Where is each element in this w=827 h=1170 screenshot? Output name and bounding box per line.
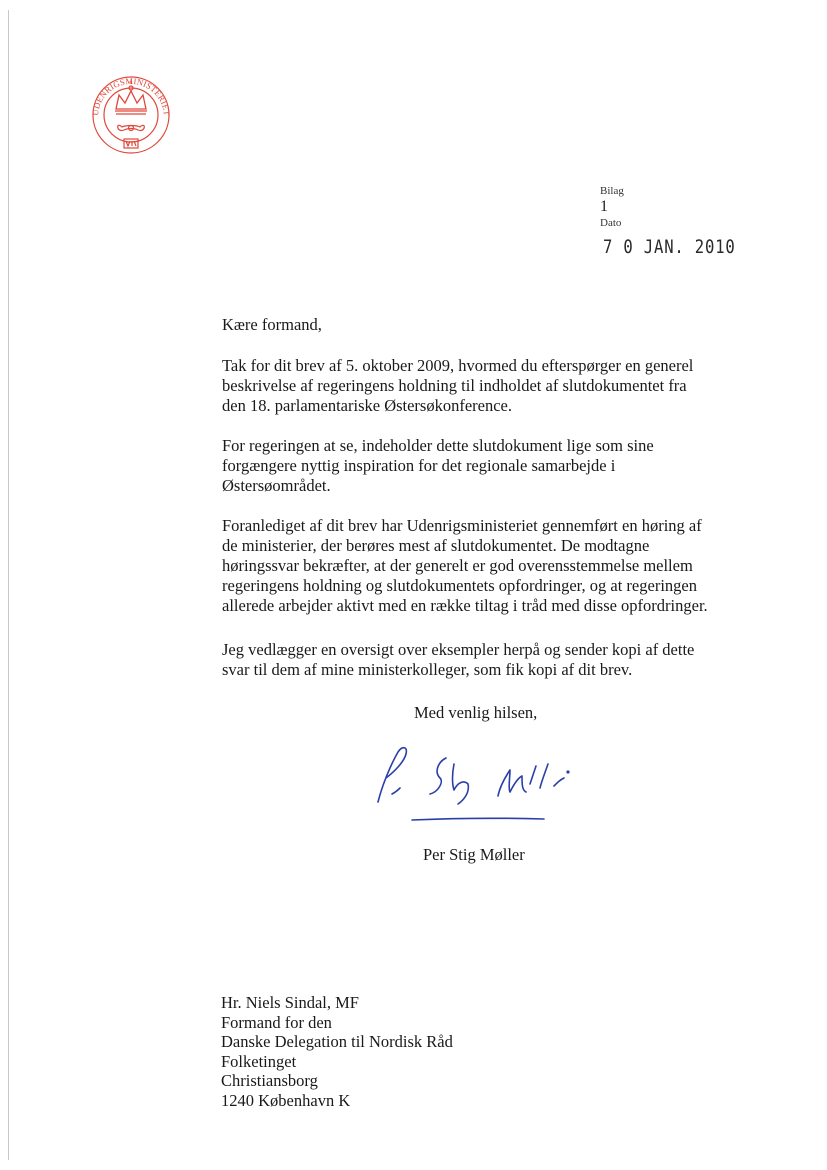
closing: Med venlig hilsen, [414, 703, 538, 722]
document-meta [600, 184, 624, 230]
greeting: Kære formand, [222, 315, 322, 334]
address-line: Folketinget [221, 1051, 297, 1071]
address-line: 1240 København K [221, 1090, 351, 1110]
paragraph-line: Østersøområdet. [222, 476, 331, 495]
paragraph-line: forgængere nyttig inspiration for det regionale samarbejde i [222, 456, 616, 475]
bilag-value: 1 [600, 198, 608, 215]
svg-text:UDENRIGSMINISTERIET: UDENRIGSMINISTERIET [89, 75, 173, 117]
paragraph-line: regeringens holdning og slutdokumentets opfordringer, og at regeringen [222, 576, 697, 595]
paragraph-line: Tak for dit brev af 5. oktober 2009, hvormed du efterspørger en generel [222, 356, 694, 375]
signer-name: Per Stig Møller [423, 845, 525, 864]
recipient-address [221, 993, 453, 1110]
paragraph-line: For regeringen at se, indeholder dette slutdokument lige som sine [222, 436, 654, 455]
paragraph-3 [222, 516, 742, 616]
address-line: Formand for den [221, 1012, 332, 1032]
paragraph-line: Foranlediget af dit brev har Udenrigsministeriet gennemført en høring af [222, 516, 702, 535]
page-edge [8, 10, 9, 1160]
paragraph-1 [222, 356, 742, 416]
paragraph-4 [222, 640, 742, 680]
bilag-label: Bilag [600, 185, 624, 197]
dato-label: Dato [600, 217, 622, 229]
paragraph-line: Jeg vedlægger en oversigt over eksempler herpå og sender kopi af dette [222, 640, 695, 659]
paragraph-line: høringssvar bekræfter, at der generelt er god overensstemmelse mellem [222, 556, 693, 575]
paragraph-line: svar til dem af mine ministerkolleger, som fik kopi af dit brev. [222, 660, 633, 679]
address-line: Christiansborg [221, 1071, 318, 1090]
date-stamp: 7 0 JAN. 2010 [603, 236, 736, 258]
paragraph-line: de ministerier, der berøres mest af slutdokumentet. De modtagne [222, 536, 650, 555]
ministry-seal-icon [86, 67, 176, 159]
paragraph-line: den 18. parlamentariske Østersøkonference. [222, 396, 513, 415]
address-line: Danske Delegation til Nordisk Råd [221, 1032, 453, 1051]
paragraph-line: allerede arbejder aktivt med en række tiltag i tråd med disse opfordringer. [222, 596, 708, 615]
signature-image [368, 738, 583, 830]
address-line: Hr. Niels Sindal, MF [221, 993, 359, 1012]
paragraph-2 [222, 436, 742, 496]
paragraph-line: beskrivelse af regeringens holdning til indholdet af slutdokumentet fra [222, 376, 687, 395]
